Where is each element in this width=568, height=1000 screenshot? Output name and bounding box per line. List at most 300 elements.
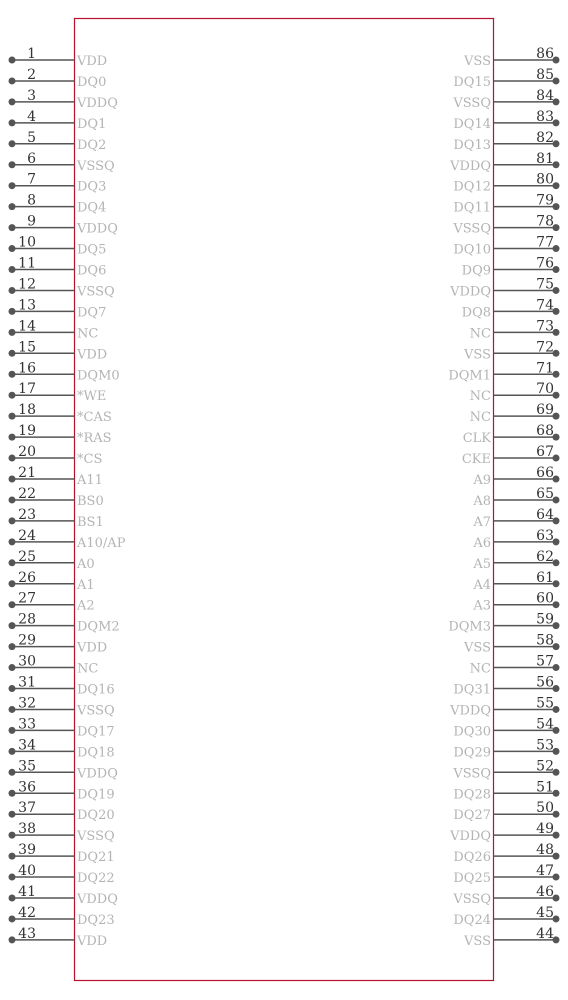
pin-37 xyxy=(9,800,115,823)
pin-name: DQ17 xyxy=(77,724,115,740)
pin-44 xyxy=(463,926,559,949)
pin-number: 15 xyxy=(18,339,36,356)
pin-name: DQ8 xyxy=(461,305,491,321)
pin-16 xyxy=(9,360,120,383)
pin-endpoint-dot xyxy=(9,266,16,273)
pin-number: 29 xyxy=(18,632,36,649)
pin-name: DQ1 xyxy=(77,116,107,132)
pin-name: NC xyxy=(77,661,99,677)
pin-40 xyxy=(9,863,115,886)
pin-name: CLK xyxy=(462,431,491,447)
pin-endpoint-dot xyxy=(9,350,16,357)
pin-number: 45 xyxy=(536,904,554,921)
component-body xyxy=(75,19,494,981)
pin-name: DQ11 xyxy=(453,200,491,216)
pin-name: DQM0 xyxy=(77,368,120,384)
pin-number: 44 xyxy=(536,925,554,942)
pin-name: DQ12 xyxy=(453,179,491,195)
pin-number: 24 xyxy=(18,527,36,544)
pin-68 xyxy=(463,423,560,446)
pin-46 xyxy=(452,884,559,907)
pin-name: VSS xyxy=(464,347,491,363)
pin-name: A4 xyxy=(473,577,491,593)
pin-name: VDDQ xyxy=(77,766,118,782)
left-pin-group xyxy=(9,46,126,949)
pin-71 xyxy=(448,360,559,383)
pin-endpoint-dot xyxy=(9,413,16,420)
pin-name: A6 xyxy=(473,535,491,551)
pin-number: 32 xyxy=(18,695,36,712)
pin-name: DQ14 xyxy=(453,116,491,132)
pin-name: VSSQ xyxy=(77,703,115,719)
pin-number: 4 xyxy=(27,108,36,125)
pin-name: DQM3 xyxy=(448,619,491,635)
pin-number: 13 xyxy=(18,297,36,314)
pin-number: 57 xyxy=(536,653,554,670)
pin-name: DQ6 xyxy=(77,263,107,279)
pin-name: DQ30 xyxy=(453,724,491,740)
pin-name: DQ18 xyxy=(77,745,115,761)
pin-number: 26 xyxy=(18,569,36,586)
pin-name: NC xyxy=(469,389,491,405)
pin-23 xyxy=(9,507,104,530)
pin-number: 78 xyxy=(536,213,554,230)
pin-number: 68 xyxy=(536,423,554,440)
pin-number: 75 xyxy=(536,276,554,293)
pin-number: 86 xyxy=(536,46,554,62)
pin-61 xyxy=(472,570,559,593)
pin-number: 73 xyxy=(536,318,554,335)
pin-name: VSS xyxy=(464,54,491,69)
pin-name: NC xyxy=(469,410,491,426)
pin-endpoint-dot xyxy=(9,622,16,629)
pin-number: 72 xyxy=(536,339,554,356)
pin-3 xyxy=(9,88,118,111)
pin-number: 6 xyxy=(27,150,36,167)
pin-name: DQ2 xyxy=(77,137,107,153)
pin-name: VDD xyxy=(77,347,108,363)
pin-number: 25 xyxy=(18,548,36,565)
pin-31 xyxy=(9,675,115,698)
pin-endpoint-dot xyxy=(9,936,16,943)
pin-endpoint-dot xyxy=(9,832,16,839)
pin-20 xyxy=(9,444,103,467)
pin-32 xyxy=(9,695,115,718)
pin-number: 81 xyxy=(536,150,554,167)
pin-22 xyxy=(9,486,104,509)
pin-number: 19 xyxy=(18,423,36,440)
pin-number: 63 xyxy=(536,527,554,544)
pin-86 xyxy=(463,46,559,69)
pin-name: A10/AP xyxy=(77,535,126,551)
pin-endpoint-dot xyxy=(9,434,16,441)
pin-54 xyxy=(453,716,559,739)
pin-number: 74 xyxy=(536,297,554,314)
pin-5 xyxy=(9,130,107,153)
pin-endpoint-dot xyxy=(9,895,16,902)
pin-17 xyxy=(9,381,107,404)
pin-endpoint-dot xyxy=(9,455,16,462)
pin-endpoint-dot xyxy=(9,559,16,566)
pin-name: A3 xyxy=(473,598,491,614)
pin-number: 35 xyxy=(18,758,36,775)
pin-name: A1 xyxy=(77,577,95,593)
pin-name: *CS xyxy=(77,452,103,468)
pin-30 xyxy=(9,654,99,677)
pin-39 xyxy=(9,842,115,865)
pin-number: 27 xyxy=(18,590,36,607)
pin-name: VDDQ xyxy=(77,892,118,907)
pin-name: DQ31 xyxy=(453,682,491,698)
pin-name: DQ25 xyxy=(453,871,491,887)
pin-25 xyxy=(9,549,95,572)
pin-name: A0 xyxy=(77,556,95,572)
pin-8 xyxy=(9,193,107,216)
pin-name: DQ21 xyxy=(77,850,115,866)
pin-6 xyxy=(9,151,115,174)
pin-number: 49 xyxy=(536,821,554,838)
pin-number: 40 xyxy=(18,863,36,880)
pin-number: 65 xyxy=(536,485,554,502)
pin-name: DQ10 xyxy=(453,242,491,258)
pin-name: DQ22 xyxy=(77,871,115,887)
pin-number: 7 xyxy=(27,171,36,188)
pin-number: 16 xyxy=(18,360,36,377)
pin-endpoint-dot xyxy=(9,77,16,84)
pin-78 xyxy=(452,214,559,237)
pin-15 xyxy=(9,339,108,362)
pin-19 xyxy=(9,423,112,446)
pin-number: 71 xyxy=(536,360,554,377)
pin-84 xyxy=(452,88,559,111)
pin-number: 46 xyxy=(536,884,554,900)
pin-endpoint-dot xyxy=(9,748,16,755)
pin-62 xyxy=(472,549,559,572)
pin-83 xyxy=(453,109,559,132)
pin-65 xyxy=(472,486,559,509)
pin-number: 70 xyxy=(536,381,554,398)
pin-4 xyxy=(9,109,107,132)
pin-52 xyxy=(452,758,559,781)
pin-name: VSSQ xyxy=(453,766,491,782)
pin-name: VDD xyxy=(77,640,108,656)
pin-number: 76 xyxy=(536,255,554,272)
pin-43 xyxy=(9,926,108,949)
pin-number: 39 xyxy=(18,842,36,859)
pin-number: 77 xyxy=(536,234,554,251)
pin-41 xyxy=(9,884,118,907)
pin-endpoint-dot xyxy=(9,140,16,147)
pin-number: 43 xyxy=(18,925,36,942)
pin-50 xyxy=(453,800,559,823)
pin-endpoint-dot xyxy=(9,119,16,126)
pin-endpoint-dot xyxy=(9,245,16,252)
pin-7 xyxy=(9,172,107,195)
pin-number: 33 xyxy=(18,716,36,733)
pin-name: DQ27 xyxy=(453,808,491,824)
pin-18 xyxy=(9,402,112,425)
pin-name: DQ28 xyxy=(453,787,491,803)
pin-74 xyxy=(462,297,560,320)
pin-number: 55 xyxy=(536,695,554,712)
pin-endpoint-dot xyxy=(9,476,16,483)
pin-name: VSSQ xyxy=(77,284,115,300)
pin-name: A5 xyxy=(473,556,491,572)
pin-11 xyxy=(9,256,107,279)
pin-42 xyxy=(9,905,115,928)
pin-75 xyxy=(449,276,559,299)
pin-24 xyxy=(9,528,126,551)
pin-name: BS1 xyxy=(77,514,104,530)
pin-endpoint-dot xyxy=(9,706,16,713)
pin-45 xyxy=(453,905,559,928)
pin-number: 60 xyxy=(536,590,554,607)
pin-endpoint-dot xyxy=(9,790,16,797)
pin-number: 22 xyxy=(18,485,36,502)
pin-51 xyxy=(453,779,559,802)
pin-number: 64 xyxy=(536,506,554,523)
pin-73 xyxy=(470,318,560,341)
pin-endpoint-dot xyxy=(9,853,16,860)
pin-number: 34 xyxy=(18,737,36,754)
pin-number: 14 xyxy=(18,318,36,335)
pin-endpoint-dot xyxy=(9,517,16,524)
pin-number: 61 xyxy=(536,569,554,586)
pin-name: VSSQ xyxy=(453,95,491,111)
pin-number: 28 xyxy=(18,611,36,628)
pin-endpoint-dot xyxy=(9,392,16,399)
pin-name: VDDQ xyxy=(450,284,491,300)
pin-endpoint-dot xyxy=(9,915,16,922)
pin-number: 31 xyxy=(18,674,36,691)
pin-endpoint-dot xyxy=(9,727,16,734)
pin-number: 36 xyxy=(18,779,36,796)
pin-name: VDD xyxy=(77,54,108,69)
pin-name: DQ24 xyxy=(453,912,491,928)
pin-85 xyxy=(453,67,559,90)
pin-name: DQ23 xyxy=(77,912,115,928)
pin-number: 17 xyxy=(18,381,36,398)
pin-14 xyxy=(9,318,99,341)
pin-name: VDD xyxy=(77,933,108,949)
pin-number: 82 xyxy=(536,129,554,146)
pin-number: 84 xyxy=(536,87,554,104)
pin-56 xyxy=(453,675,559,698)
pin-number: 79 xyxy=(536,192,554,209)
pin-69 xyxy=(470,402,560,425)
pin-name: DQ26 xyxy=(453,850,491,866)
pin-name: NC xyxy=(77,326,99,342)
pin-number: 51 xyxy=(536,779,554,796)
pin-name: CKE xyxy=(461,452,491,468)
pin-endpoint-dot xyxy=(9,203,16,210)
pin-name: A9 xyxy=(473,473,491,488)
pin-endpoint-dot xyxy=(9,371,16,378)
pin-name: DQ0 xyxy=(77,74,107,90)
pin-name: DQ7 xyxy=(77,305,107,321)
pin-33 xyxy=(9,716,115,739)
pin-57 xyxy=(470,654,560,677)
pin-63 xyxy=(472,528,559,551)
pin-number: 5 xyxy=(27,129,36,146)
pin-80 xyxy=(453,172,559,195)
pin-number: 2 xyxy=(27,66,36,83)
pin-endpoint-dot xyxy=(9,874,16,881)
pin-number: 18 xyxy=(18,402,36,419)
pin-name: *CAS xyxy=(77,410,112,426)
pin-21 xyxy=(9,465,103,488)
pin-72 xyxy=(463,339,559,362)
pin-name: DQM2 xyxy=(77,619,120,635)
pin-number: 62 xyxy=(536,548,554,565)
pin-name: DQ13 xyxy=(453,137,491,153)
pin-name: VDDQ xyxy=(450,703,491,719)
pin-name: DQ3 xyxy=(77,179,107,195)
pin-82 xyxy=(453,130,559,153)
pin-endpoint-dot xyxy=(9,496,16,503)
pin-number: 54 xyxy=(536,716,554,733)
pin-number: 11 xyxy=(18,255,36,272)
pin-name: DQM1 xyxy=(448,368,491,384)
pin-name: A7 xyxy=(473,514,491,530)
pin-79 xyxy=(453,193,559,216)
pin-number: 10 xyxy=(18,234,36,251)
pin-name: A2 xyxy=(77,598,95,614)
pin-name: A8 xyxy=(473,493,491,509)
pin-number: 42 xyxy=(18,904,36,921)
pin-number: 23 xyxy=(18,506,36,523)
pin-number: 48 xyxy=(536,842,554,859)
pin-name: VSS xyxy=(464,933,491,949)
pin-47 xyxy=(453,863,559,886)
pin-58 xyxy=(463,633,559,656)
pin-34 xyxy=(9,737,115,760)
pin-name: VDDQ xyxy=(450,158,491,174)
pin-endpoint-dot xyxy=(9,57,16,64)
pin-name: VDDQ xyxy=(77,95,118,111)
pin-endpoint-dot xyxy=(9,685,16,692)
pin-64 xyxy=(472,507,559,530)
pin-number: 1 xyxy=(27,46,36,62)
pin-name: NC xyxy=(469,326,491,342)
pin-67 xyxy=(462,444,560,467)
pin-26 xyxy=(9,570,95,593)
pin-name: *RAS xyxy=(77,431,112,447)
pin-2 xyxy=(9,67,107,90)
pin-66 xyxy=(472,465,559,488)
pin-81 xyxy=(449,151,559,174)
pin-endpoint-dot xyxy=(9,98,16,105)
pin-36 xyxy=(9,779,115,802)
pin-13 xyxy=(9,297,107,320)
pin-60 xyxy=(472,591,559,614)
pin-76 xyxy=(462,256,560,279)
pin-38 xyxy=(9,821,115,844)
pin-number: 9 xyxy=(27,213,36,230)
pin-number: 38 xyxy=(18,821,36,838)
pin-number: 8 xyxy=(27,192,36,209)
pin-27 xyxy=(9,591,95,614)
pin-number: 12 xyxy=(18,276,36,293)
pin-number: 85 xyxy=(536,66,554,83)
pin-name: VSSQ xyxy=(453,221,491,237)
pin-number: 3 xyxy=(27,87,36,104)
pin-1 xyxy=(9,46,108,69)
pin-number: 47 xyxy=(536,863,554,880)
pin-77 xyxy=(453,235,559,258)
pin-name: NC xyxy=(469,661,491,677)
pin-endpoint-dot xyxy=(9,182,16,189)
pin-number: 83 xyxy=(536,108,554,125)
pin-number: 66 xyxy=(536,465,554,481)
pin-number: 52 xyxy=(536,758,554,775)
pin-endpoint-dot xyxy=(9,769,16,776)
pin-name: BS0 xyxy=(77,493,104,509)
pin-number: 67 xyxy=(536,444,554,461)
pin-55 xyxy=(449,695,559,718)
pin-59 xyxy=(448,612,559,635)
pin-name: DQ4 xyxy=(77,200,107,216)
pin-number: 37 xyxy=(18,800,36,817)
pin-number: 50 xyxy=(536,800,554,817)
pin-name: *WE xyxy=(77,389,107,405)
pin-name: VSSQ xyxy=(77,158,115,174)
pin-name: DQ29 xyxy=(453,745,491,761)
pin-endpoint-dot xyxy=(9,308,16,315)
pin-name: VSS xyxy=(464,640,491,656)
pin-name: DQ9 xyxy=(461,263,491,279)
pin-name: A11 xyxy=(77,473,103,488)
pin-12 xyxy=(9,276,115,299)
pin-name: DQ19 xyxy=(77,787,115,803)
pin-29 xyxy=(9,633,108,656)
pin-number: 58 xyxy=(536,632,554,649)
pin-endpoint-dot xyxy=(9,161,16,168)
pin-name: DQ5 xyxy=(77,242,107,258)
pin-70 xyxy=(470,381,560,404)
pin-name: VDDQ xyxy=(450,829,491,845)
pin-endpoint-dot xyxy=(9,329,16,336)
pin-name: VSSQ xyxy=(77,829,115,845)
right-pin-group xyxy=(448,46,559,949)
pin-name: DQ16 xyxy=(77,682,115,698)
pin-number: 30 xyxy=(18,653,36,670)
pin-endpoint-dot xyxy=(9,643,16,650)
pin-endpoint-dot xyxy=(9,224,16,231)
pin-48 xyxy=(453,842,559,865)
pin-number: 56 xyxy=(536,674,554,691)
pin-49 xyxy=(449,821,559,844)
pin-endpoint-dot xyxy=(9,601,16,608)
pin-name: DQ15 xyxy=(453,74,491,90)
pin-name: VDDQ xyxy=(77,221,118,237)
pin-number: 69 xyxy=(536,402,554,419)
pin-endpoint-dot xyxy=(9,811,16,818)
pin-name: VSSQ xyxy=(453,892,491,907)
pin-number: 21 xyxy=(18,465,36,481)
pin-28 xyxy=(9,612,120,635)
pin-number: 41 xyxy=(18,884,36,900)
pin-35 xyxy=(9,758,118,781)
pin-endpoint-dot xyxy=(9,538,16,545)
pin-number: 20 xyxy=(18,444,36,461)
pin-endpoint-dot xyxy=(9,287,16,294)
pin-number: 80 xyxy=(536,171,554,188)
pin-name: DQ20 xyxy=(77,808,115,824)
pin-endpoint-dot xyxy=(9,664,16,671)
pin-10 xyxy=(9,235,107,258)
pin-endpoint-dot xyxy=(9,580,16,587)
